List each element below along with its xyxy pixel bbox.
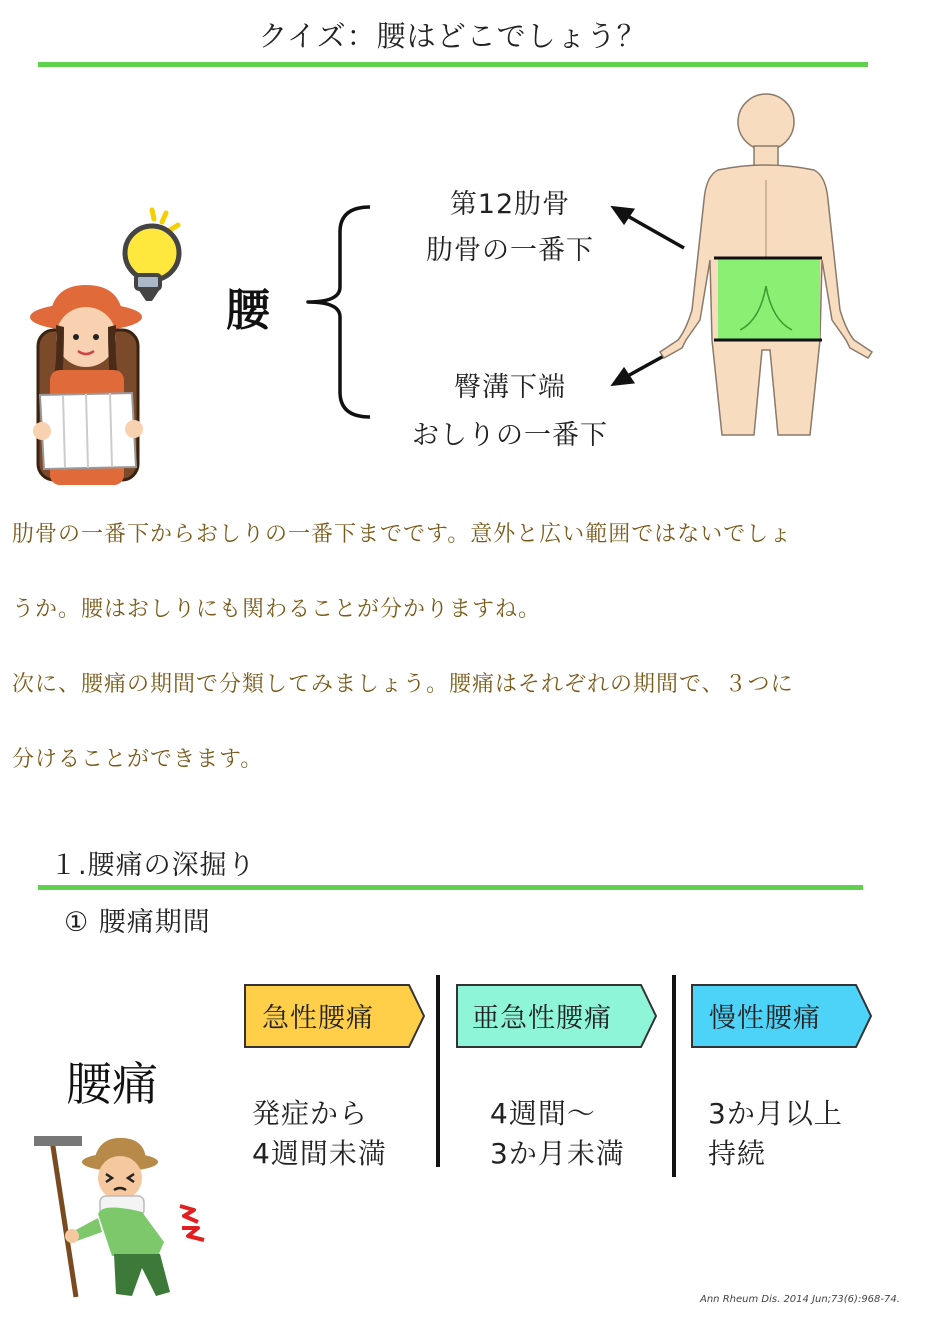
- lower-label-line2: おしりの一番下: [412, 420, 608, 451]
- subacute-description-line2: 3か月未満: [490, 1137, 625, 1170]
- section-heading: １.腰痛の深掘り: [50, 850, 256, 881]
- chronic-description-line1: 3か月以上: [708, 1097, 843, 1130]
- paragraph-2-line1: 次に、腰痛の期間で分類してみましょう。腰痛はそれぞれの期間で、３つに: [12, 672, 794, 697]
- category-subacute: [456, 984, 658, 1048]
- upper-label-line2: 肋骨の一番下: [426, 235, 594, 266]
- category-acute-label: 急性腰痛: [262, 1003, 374, 1034]
- upper-label: [395, 185, 625, 277]
- subacute-description-line1: 4週間～: [490, 1097, 596, 1130]
- section-subheading: ① 腰痛期間: [64, 907, 211, 938]
- lower-label-line1: 臀溝下端: [454, 372, 566, 403]
- category-chronic-label: 慢性腰痛: [709, 1003, 821, 1034]
- curly-brace: [300, 202, 380, 422]
- category-acute: [244, 984, 426, 1048]
- hiker-with-lightbulb-illustration: [28, 205, 188, 490]
- acute-description: [252, 1094, 387, 1174]
- lower-label: [395, 368, 625, 464]
- category-chronic: [691, 984, 873, 1048]
- body-back-illustration: [600, 90, 885, 445]
- citation: Ann Rheum Dis. 2014 Jun;73(6):968-74.: [700, 1294, 900, 1305]
- category-subacute-label: 亜急性腰痛: [472, 1003, 612, 1034]
- page-title: クイズ：腰はどこでしょう？: [258, 19, 647, 53]
- title-divider: [38, 62, 868, 67]
- paragraph-1-line2: うか。腰はおしりにも関わることが分かりますね。: [12, 597, 542, 622]
- back-pain-label: 腰痛: [66, 1057, 158, 1111]
- paragraph-1: [12, 497, 892, 797]
- upper-label-line1: 第12肋骨: [449, 189, 571, 220]
- acute-description-line1: 発症から: [252, 1097, 369, 1130]
- chronic-description: [708, 1094, 843, 1174]
- column-divider-2: [672, 975, 676, 1177]
- waist-label: 腰: [226, 285, 270, 336]
- farmer-back-pain-illustration: [32, 1132, 222, 1302]
- section-divider: [38, 885, 863, 890]
- paragraph-1-line1: 肋骨の一番下からおしりの一番下までです。意外と広い範囲ではないでしょ: [12, 522, 793, 547]
- column-divider-1: [436, 975, 440, 1167]
- chronic-description-line2: 持続: [708, 1137, 767, 1170]
- subacute-description: [490, 1094, 625, 1174]
- acute-description-line2: 4週間未満: [252, 1137, 387, 1170]
- paragraph-2-line2: 分けることができます。: [12, 747, 264, 772]
